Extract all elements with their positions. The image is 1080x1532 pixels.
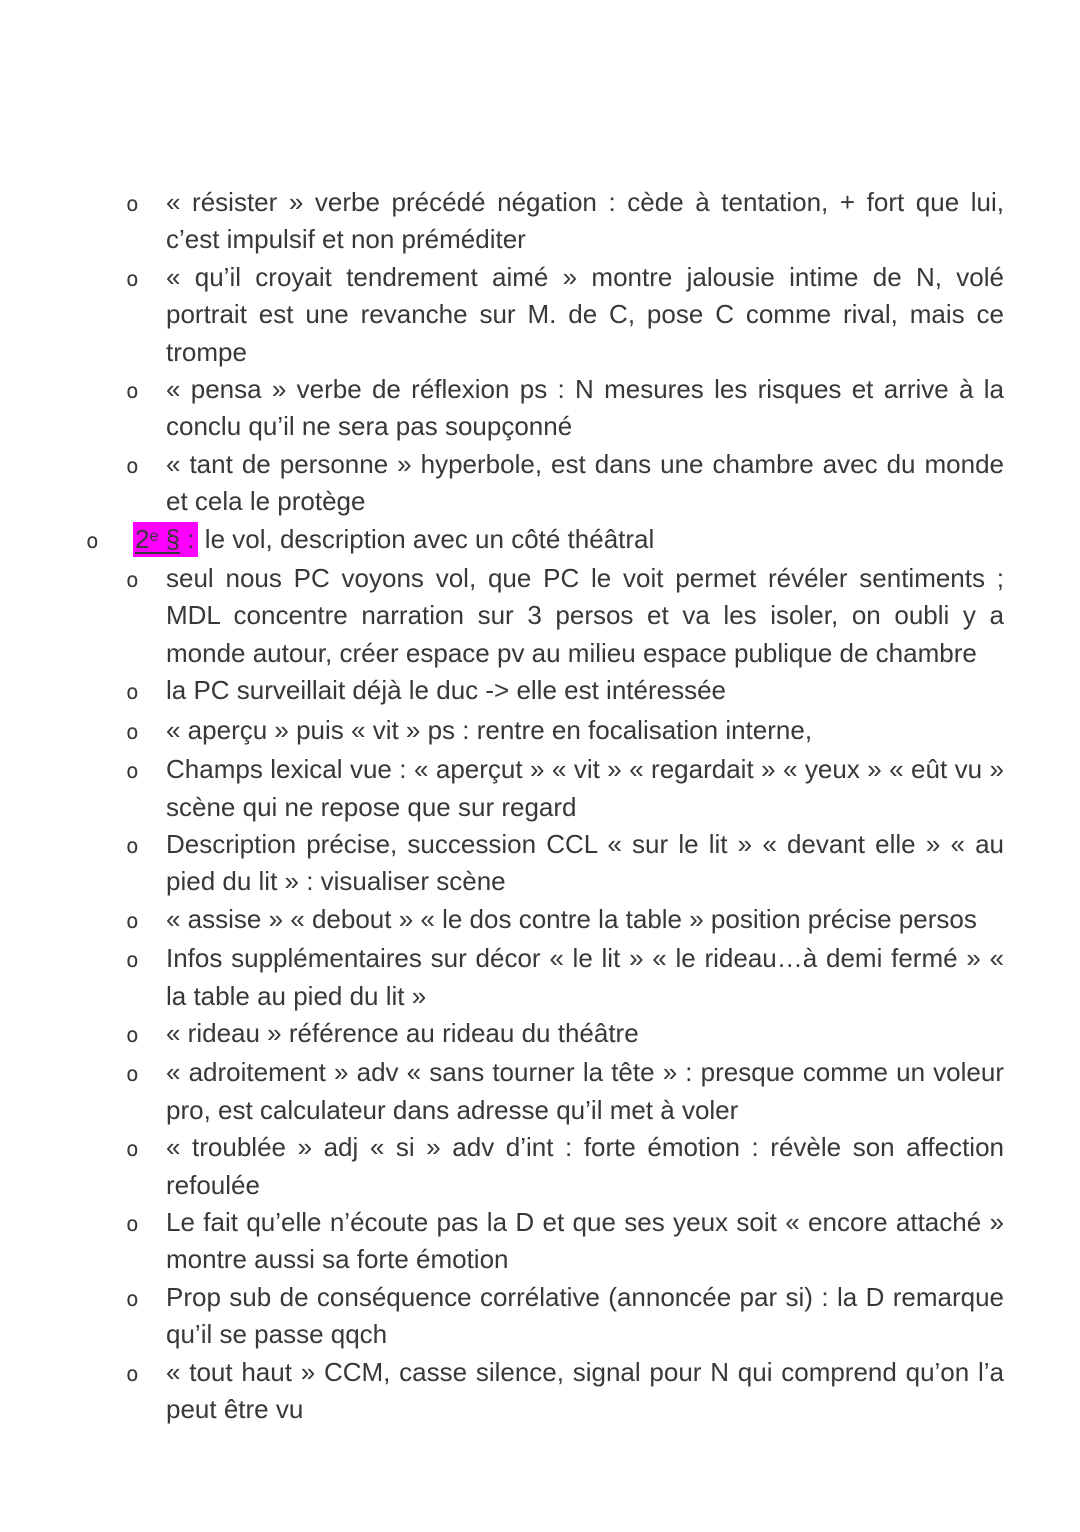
list-item [0, 371, 1004, 446]
bullet-icon: o [126, 1137, 139, 1162]
bullet-icon: o [126, 1062, 139, 1087]
bullet-icon: o [126, 453, 139, 478]
bullet-icon: o [126, 833, 139, 858]
bullet-icon: o [126, 1286, 139, 1311]
bullet-icon: o [126, 266, 139, 291]
list-item-text: « aperçu » puis « vit » ps : rentre en focalisation interne, [166, 714, 813, 745]
section-title: le vol, description avec un côté théâtral [197, 523, 655, 554]
list-item [0, 940, 1004, 1015]
list-item-text: « tant de personne » hyperbole, est dans une chambre avec du monde et cela le protège [166, 448, 1004, 517]
bullet-icon: o [126, 680, 139, 705]
bullet-icon: o [126, 568, 139, 593]
list-item [0, 751, 1004, 826]
list-item [0, 1129, 1004, 1204]
list-item-text: Description précise, succession CCL « sur le lit » « devant elle » « au pied du lit » : visualiser scène [166, 828, 1004, 897]
list-item [0, 560, 1004, 672]
list-item [0, 1279, 1004, 1354]
bullet-icon: o [126, 1211, 139, 1236]
bullet-icon: o [126, 719, 139, 744]
list-item [0, 1204, 1004, 1279]
list-item-text: Infos supplémentaires sur décor « le lit » « le rideau…à demi fermé » « la table au pied du lit » [166, 943, 1004, 1011]
list-item-text: « résister » verbe précédé négation : cède à tentation, + fort que lui, c’est impulsif et non préméditer [166, 187, 1004, 255]
list-item-text [133, 521, 1004, 558]
section-marker-colon: : [180, 523, 195, 554]
bullet-icon: o [126, 1361, 139, 1386]
list-item-text: « rideau » référence au rideau du théâtre [166, 1017, 639, 1048]
superscript-e: e [149, 526, 159, 545]
bullet-icon: o [126, 948, 139, 973]
list-item-text: « tout haut » CCM, casse silence, signal pour N qui comprend qu’on l’a peut être vu [166, 1356, 1004, 1424]
list-item [0, 259, 1004, 371]
bullet-icon: o [126, 908, 139, 933]
list-item [0, 826, 1004, 901]
list-item [0, 446, 1004, 521]
list-item [0, 1054, 1004, 1129]
bullet-icon: o [126, 192, 139, 216]
list-item [0, 184, 1004, 259]
list-item-text: Le fait qu’elle n’écoute pas la D et que ses yeux soit « encore attaché » montre aussi sa forte émotion [166, 1206, 1004, 1275]
list-item [0, 901, 1004, 940]
list-item-text: « assise » « debout » « le dos contre la table » position précise persos [166, 903, 977, 934]
list-item [0, 672, 1004, 711]
list-item-text: « adroitement » adv « sans tourner la tête » : presque comme un voleur pro, est calculateur dans adresse qu’il met à voler [166, 1057, 1004, 1125]
section-marker-underlined: 2e § [135, 523, 181, 554]
list-item [0, 1015, 1004, 1054]
list-item-text: « qu’il croyait tendrement aimé » montre jalousie intime de N, volé portrait est une revanche sur M. de C, pose C comme rival, mais ce trompe [166, 261, 1004, 367]
list-item-text: « troublée » adj « si » adv d’int : forte émotion : révèle son affection refoulée [166, 1132, 1004, 1200]
list-item-text: Prop sub de conséquence corrélative (annoncée par si) : la D remarque qu’il se passe qqch [166, 1281, 1004, 1350]
highlighted-section-marker [133, 522, 198, 557]
list-item-text: seul nous PC voyons vol, que PC le voit permet révéler sentiments ; MDL concentre narration sur 3 persos et va les isoler, on oubli y a monde autour, créer espace pv au milieu espace publique de chambre [166, 563, 1004, 668]
list-item-text: la PC surveillait déjà le duc -> elle est intéressée [166, 675, 727, 706]
bullet-icon: o [126, 759, 139, 784]
list-item-section-header [0, 521, 1004, 560]
bullet-icon: o [126, 379, 139, 404]
list-item [0, 1354, 1004, 1429]
list-item-text: Champs lexical vue : « aperçut » « vit » « regardait » « yeux » « eût vu » scène qui ne repose que sur regard [166, 754, 1004, 822]
list-item-text: « pensa » verbe de réflexion ps : N mesures les risques et arrive à la conclu qu’il ne sera pas soupçonné [166, 374, 1004, 442]
bullet-icon: o [126, 1022, 139, 1047]
list-item [0, 712, 1004, 751]
bullet-icon: o [86, 528, 99, 553]
